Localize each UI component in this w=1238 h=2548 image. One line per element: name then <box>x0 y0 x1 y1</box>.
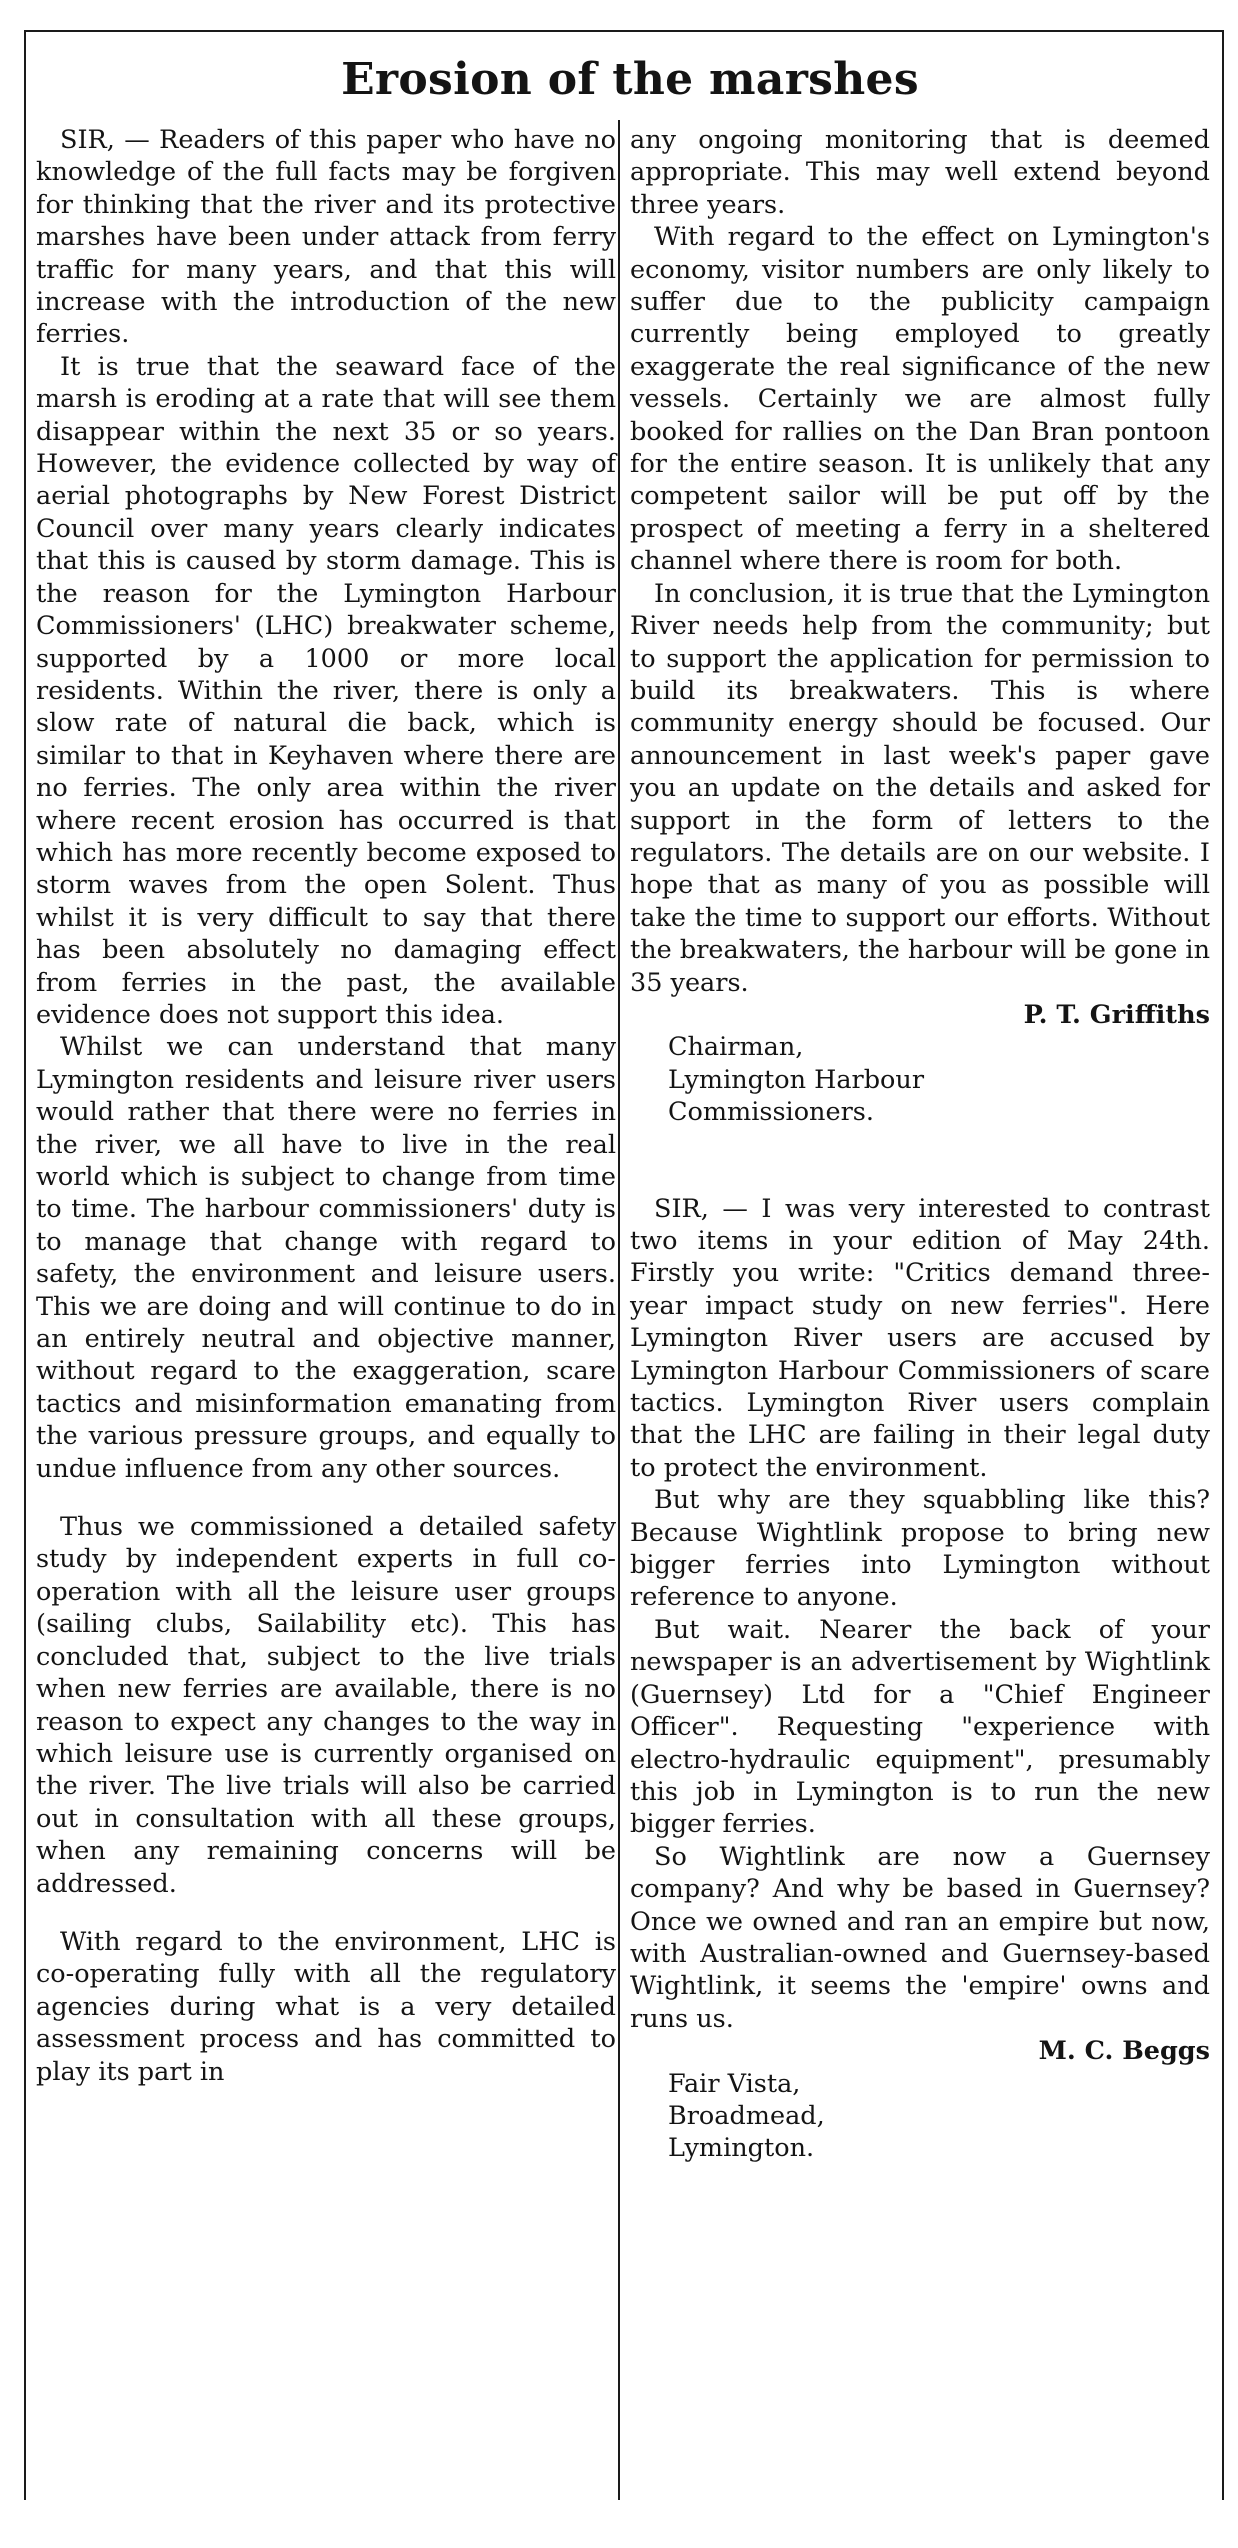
letter1-paragraph-3: Whilst we can understand that many Lymington residents and leisure river users would rather that there were no ferries in the river, we all have to live in the real world which is subject to change from time to time. The harbour commissioners' duty is to manage that change with regard to safety, the environment and leisure users. This we are doing and will continue to do in an entirely neutral and objective manner, without regard to the exaggeration, scare tactics and misinformation emanating from the various pressure groups, and equally to undue influence from any other sources. <box>36 1032 616 1484</box>
letter2-address <box>668 2068 1210 2165</box>
letter1-paragraph-2: It is true that the seaward face of the marsh is eroding at a rate that will see them disappear within the next 35 or so years. However, the evidence collected by way of aerial photographs by New Forest District Council over many years clearly indicates that this is caused by storm damage. This is the reason for the Lymington Harbour Commissioners' (LHC) breakwater scheme, supported by a 1000 or more local residents. Within the river, there is only a slow rate of natural die back, which is similar to that in Keyhaven where there are no ferries. The only area within the river where recent erosion has occurred is that which has more recently become exposed to storm waves from the open Solent. Thus whilst it is very difficult to say that there has been absolutely no damaging effect from ferries in the past, the available evidence does not support this idea. <box>36 351 616 1030</box>
letter2-paragraph-2: But why are they squabbling like this? Because Wightlink propose to bring new bigger ferries into Lymington without reference to anyone. <box>630 1485 1210 1613</box>
column-divider-rule <box>618 120 620 2500</box>
right-border-rule <box>1222 30 1224 2500</box>
letter1-paragraph-7: With regard to the effect on Lymington's economy, visitor numbers are only likely to suffer due to the publicity campaign currently being employed to greatly exaggerate the real significance of the new vessels. Certainly we are almost fully booked for rallies on the Dan Bran pontoon for the entire season. It is unlikely that any competent sailor will be put off by the prospect of meeting a ferry in a sheltered channel where there is room for both. <box>630 222 1210 577</box>
letter1-paragraph-1: SIR, — Readers of this paper who have no knowledge of the full facts may be forgiven for thinking that the river and its protective marshes have been under attack from ferry traffic for many years, and that this will increase with the introduction of the new ferries. <box>36 125 616 350</box>
letter1-signature: P. T. Griffiths <box>1023 999 1210 1030</box>
letter1-paragraph-8: In conclusion, it is true that the Lymington River needs help from the community; but to support the application for permission to build its breakwaters. This is where community energy should be focused. Our announcement in last week's paper gave you an update on the details and asked for support in the form of letters to the regulators. The details are on our website. I hope that as many of you as possible will take the time to support our efforts. Without the breakwaters, the harbour will be gone in 35 years. <box>630 578 1210 998</box>
letter2-paragraph-1: SIR, — I was very interested to contrast two items in your edition of May 24th. Firstly you write: "Critics demand three-year impact study on new ferries". Here Lymington River users are accused by Lymington Harbour Commissioners of scare tactics. Lymington River users complain that the LHC are failing in their legal duty to protect the environment. <box>630 1193 1210 1483</box>
letter2-address-line-3: Lymington. <box>668 2133 815 2164</box>
letter1-address-line-2: Lymington Harbour <box>668 1064 925 1095</box>
letter2-paragraph-4: So Wightlink are now a Guernsey company? And why be based in Guernsey? Once we owned and ran an empire but now, with Australian-owned and Guernsey-based Wightlink, it seems the 'empire' owns and runs us. <box>630 1841 1210 2034</box>
left-column <box>36 124 616 2088</box>
letter2-paragraph-3: But wait. Nearer the back of your newspaper is an advertisement by Wightlink (Guernsey) Ltd for a "Chief Engineer Officer". Requesting "experience with electro-hydraulic equipment", presumably this job in Lymington is to run the new bigger ferries. <box>630 1614 1210 1840</box>
letter1-paragraph-4: Thus we commissioned a detailed safety study by independent experts in full co-operation with all the leisure user groups (sailing clubs, Sailability etc). This has concluded that, subject to the live trials when new ferries are available, there is no reason to expect any changes to the way in which leisure use is currently organised on the river. The live trials will also be carried out in consultation with all these groups, when any remaining concerns will be addressed. <box>36 1512 616 1899</box>
top-border-rule <box>24 30 1224 32</box>
letter2-signature: M. C. Beggs <box>1038 2036 1210 2067</box>
headline: Erosion of the marshes <box>341 54 919 105</box>
letter2-address-line-1: Fair Vista, <box>668 2068 801 2099</box>
right-column <box>630 124 1210 2165</box>
letter1-address <box>668 1031 1210 1128</box>
letter-separator <box>630 1129 1210 1193</box>
letter1-address-line-1: Chairman, <box>668 1032 804 1063</box>
letter1-paragraph-5: With regard to the environment, LHC is co-operating fully with all the regulatory agencies during what is a very detailed assessment process and has committed to play its part in <box>36 1926 616 2087</box>
letter1-address-line-3: Commissioners. <box>668 1097 874 1128</box>
left-border-rule <box>24 30 26 2500</box>
letter1-paragraph-6: any ongoing monitoring that is deemed appropriate. This may well extend beyond three years. <box>630 125 1210 220</box>
letter2-address-line-2: Broadmead, <box>668 2100 825 2131</box>
